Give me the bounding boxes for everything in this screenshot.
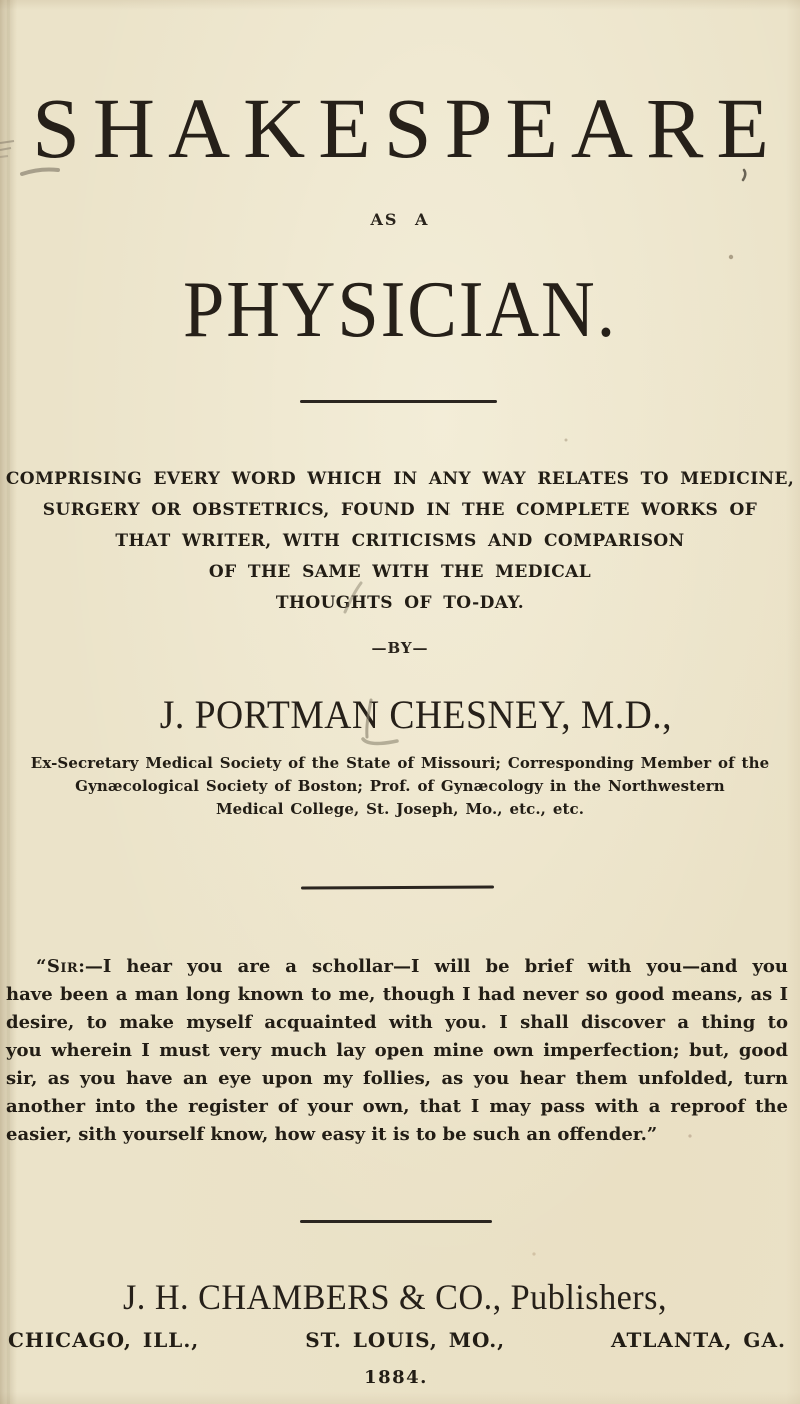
quote-line: desire, to make myself acquainted with you. I shall discover a thing to [6,1012,788,1033]
quote-lead-smallcaps: “Sir [36,956,79,977]
epigraph-quote [6,953,788,1149]
credentials-line: Medical College, St. Joseph, Mo., etc., etc. [215,800,585,818]
subject-title: PHYSICIAN. [182,266,618,354]
subtitle-line: OF THE SAME WITH THE MEDICAL [208,562,592,582]
subtitle-line: COMPRISING EVERY WORD WHICH IN ANY WAY RELATES TO MEDICINE, [5,469,795,489]
city-chicago: CHICAGO, ILL., [8,1328,200,1352]
divider-rule-middle [301,885,494,889]
subtitle-block [0,464,800,619]
city-st-louis: ST. LOUIS, MO., [305,1328,506,1352]
publisher-line: J. H. CHAMBERS & CO., Publishers, [123,1277,667,1317]
page-gutter-crease [7,0,10,1404]
quote-line-text: :—I hear you are a schollar—I will be brief with you—and you [78,956,788,977]
quote-line: another into the register of your own, that I may pass with a reproof the [6,1096,788,1117]
quote-line: have been a man long known to me, though I had never so good means, as I [6,984,788,1005]
paper-speck [565,439,568,442]
quote-line: you wherein I must very much lay open mine own imperfection; but, good [6,1040,788,1061]
quote-line: sir, as you have an eye upon my follies, as you hear them unfolded, turn [6,1068,788,1089]
byline-label: —BY— [371,639,429,657]
publisher-cities [0,1328,800,1352]
divider-rule-top [300,400,497,403]
pencil-check-mark [363,739,397,743]
divider-rule-bottom [300,1220,492,1223]
credentials-line: Gynæcological Society of Boston; Prof. of Gynæcology in the Northwestern [75,777,725,795]
author-credentials [0,752,800,821]
subtitle-line: SURGERY OR OBSTETRICS, FOUND IN THE COMPLETE WORKS OF [42,500,758,520]
paper-speck [729,255,733,259]
subtitle-line: THOUGHTS OF TO-DAY. [275,593,525,613]
publication-year: 1884. [364,1367,428,1388]
subtitle-line: THAT WRITER, WITH CRITICISMS AND COMPARISON [115,531,685,551]
credentials-line: Ex-Secretary Medical Society of the State of Missouri; Corresponding Member of the [30,754,770,772]
quote-line [6,953,788,981]
author-name: J. PORTMAN CHESNEY, M.D., [159,692,673,737]
main-title: SHAKESPEARE [32,80,782,176]
quote-line: easier, sith yourself know, how easy it is to be such an offender.” [6,1124,658,1145]
city-atlanta: ATLANTA, GA. [611,1328,786,1352]
paper-speck [532,1252,535,1255]
title-connector: AS A [370,210,430,229]
